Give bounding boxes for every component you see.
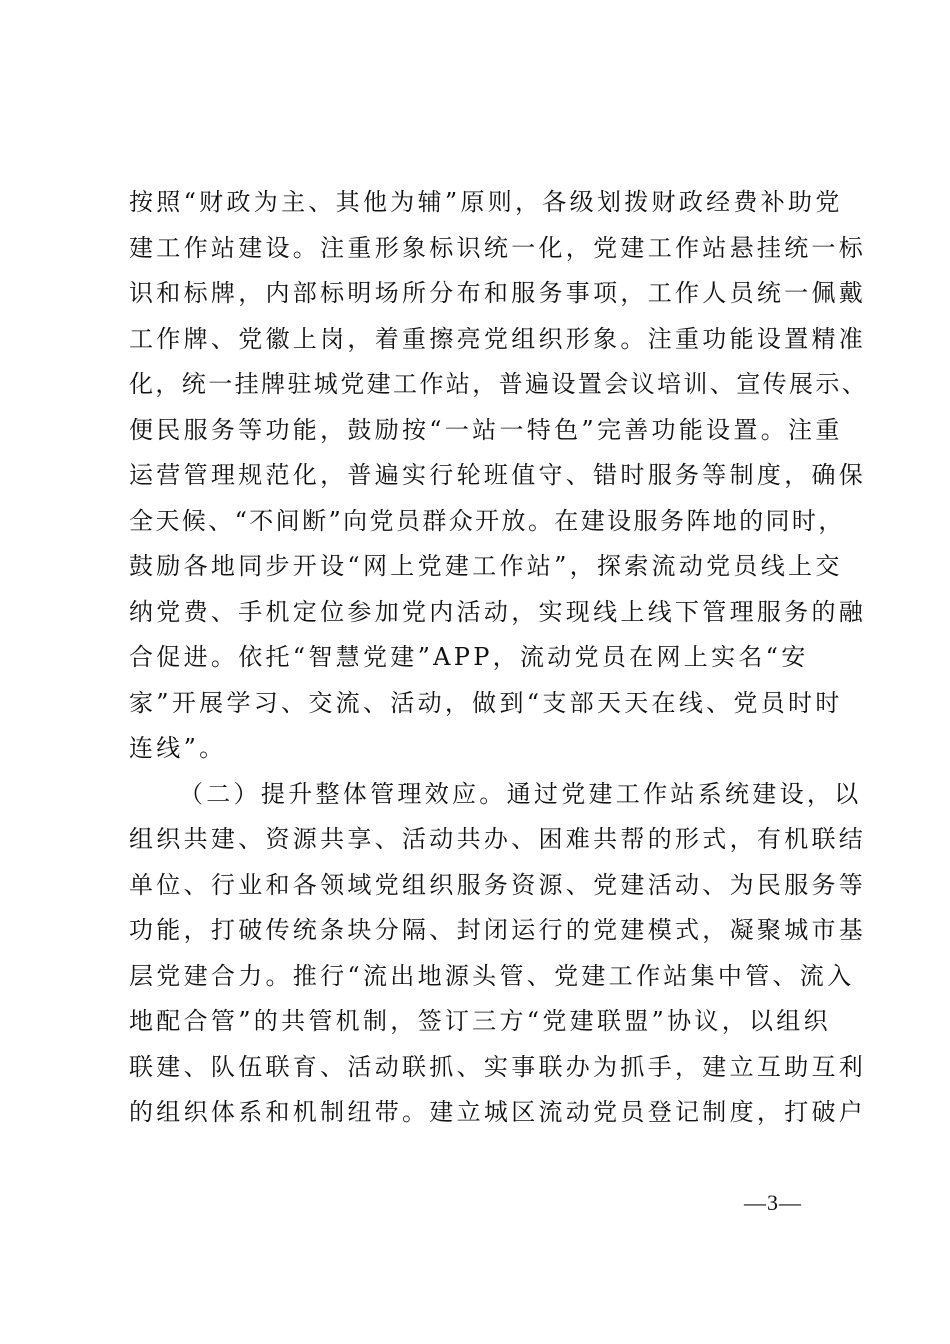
text-line: 功能，打破传统条块分隔、封闭运行的党建模式，凝聚城市基 (129, 916, 867, 944)
text-line: 家”开展学习、交流、活动，做到“支部天天在线、党员时时 (129, 688, 843, 717)
text-line: 单位、行业和各领域党组织服务资源、党建活动、为民服务等 (129, 870, 867, 899)
heading-line-text: 通过党建工作站系统建设，以 (506, 779, 862, 808)
section-heading: （二）提升整体管理效应。 (179, 779, 507, 808)
text-line: 联建、队伍联育、活动联抓、实事联办为抓手，建立互助互利 (129, 1052, 867, 1081)
text-line: 组织共建、资源共享、活动共办、困难共帮的形式，有机联结 (129, 825, 867, 853)
text-line: 运营管理规范化，普遍实行轮班值守、错时服务等制度，确保 (129, 461, 867, 489)
text-line: 工作牌、党徽上岗，着重擦亮党组织形象。注重功能设置精准 (129, 324, 867, 353)
document-body (129, 180, 869, 1136)
text-line: 识和标牌，内部标明场所分布和服务事项，工作人员统一佩戴 (129, 279, 867, 307)
text-line: 纳党费、手机定位参加党内活动，实现线上线下管理服务的融 (129, 597, 867, 626)
page-number: —3— (744, 1190, 802, 1215)
text-line: 鼓励各地同步开设“网上党建工作站”，探索流动党员线上交 (129, 552, 843, 580)
text-line: 建工作站建设。注重形象标识统一化，党建工作站悬挂统一标 (129, 233, 867, 262)
text-line (129, 772, 862, 818)
text-line: 便民服务等功能，鼓励按“一站一特色”完善功能设置。注重 (129, 415, 843, 444)
text-line: 层党建合力。推行“流出地源头管、党建工作站集中管、流入 (129, 961, 855, 990)
text-line: 地配合管”的共管机制，签订三方“党建联盟”协议，以组织 (129, 1007, 831, 1035)
text-line: 合促进。依托“智慧党建”APP，流动党员在网上实名“安 (129, 643, 809, 671)
paragraph-1 (129, 180, 869, 772)
text-line: 连线”。 (129, 734, 227, 762)
text-line: 按照“财政为主、其他为辅”原则，各级划拨财政经费补助党 (129, 188, 843, 216)
paragraph-2 (129, 772, 867, 1136)
text-line: 全天候、“不间断”向党员群众开放。在建设服务阵地的同时， (129, 506, 845, 535)
text-line: 的组织体系和机制纽带。建立城区流动党员登记制度，打破户 (129, 1098, 867, 1126)
text-line: 化，统一挂牌驻城党建工作站，普遍设置会议培训、宣传展示、 (129, 370, 869, 398)
